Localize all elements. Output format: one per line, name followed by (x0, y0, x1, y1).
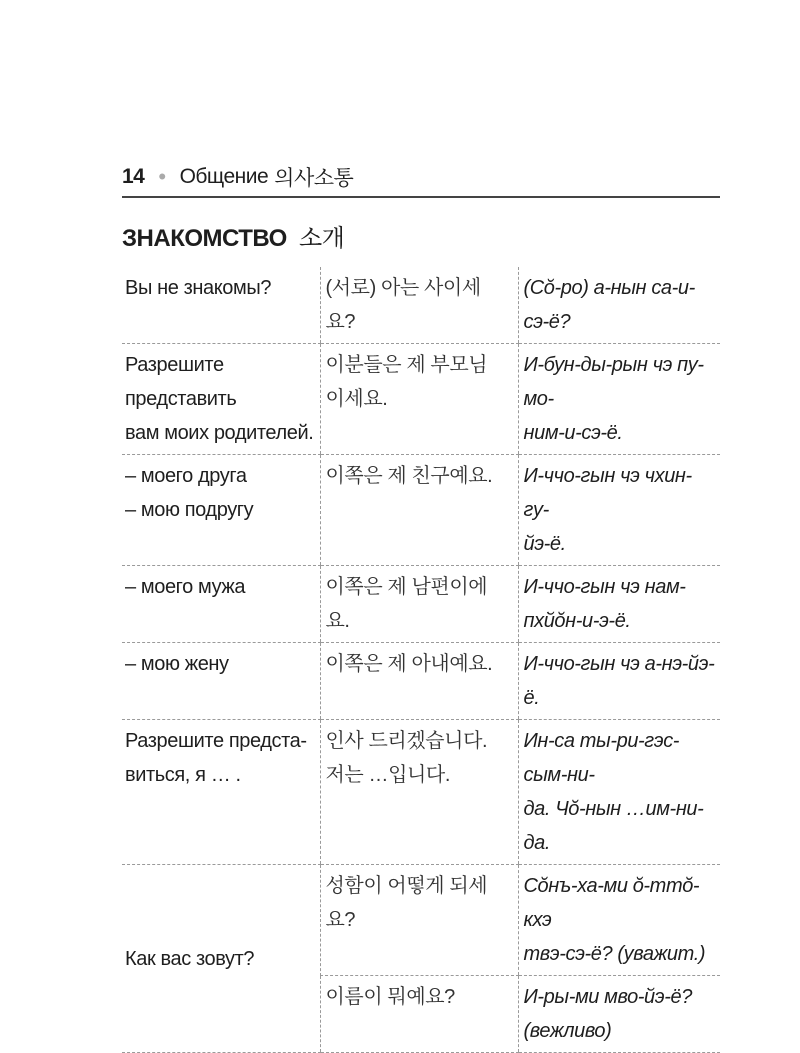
russian-phrase: – моего мужа (122, 566, 320, 643)
russian-phrase: Разрешите представить вам моих родителей. (122, 344, 320, 455)
korean-phrase: 인사 드리겠습니다. 저는 …입니다. (320, 720, 518, 865)
russian-phrase: Как вас зовут? (122, 865, 320, 1053)
korean-phrase: (서로) 아는 사이세 요? (320, 267, 518, 344)
section-title (122, 218, 344, 253)
page-header (122, 158, 720, 198)
table-row (122, 643, 720, 720)
korean-phrase: 이쪽은 제 남편이에 요. (320, 566, 518, 643)
transcription: И-ччо-гын чэ чхин-гу- йэ-ё. (518, 455, 720, 566)
russian-phrase: – мою жену (122, 643, 320, 720)
russian-phrase: Разрешите предста- виться, я … . (122, 720, 320, 865)
korean-phrase: 성함이 어떻게 되세 요? (320, 865, 518, 976)
table-row (122, 344, 720, 455)
header-bullet: • (158, 164, 166, 189)
chapter-title-ko: 의사소통 (274, 167, 354, 190)
transcription: И-бун-ды-рын чэ пу-мо- ним-и-сэ-ё. (518, 344, 720, 455)
page-number: 14 (122, 165, 145, 188)
transcription: Ин-са ты-ри-гэс-сым-ни- да. Чŏ-нын …им-ни-да. (518, 720, 720, 865)
transcription: И-ччо-гын чэ а-нэ-йэ-ё. (518, 643, 720, 720)
table-row (122, 720, 720, 865)
korean-phrase: 이쪽은 제 아내예요. (320, 643, 518, 720)
table-row (122, 865, 720, 976)
transcription: (Сŏ-ро) а-нын са-и- сэ-ё? (518, 267, 720, 344)
section-title-ko: 소개 (298, 225, 345, 252)
transcription: Сŏнъ-ха-ми ŏ-ттŏ-кхэ твэ-сэ-ё? (уважит.) (518, 865, 720, 976)
korean-phrase: 이분들은 제 부모님 이세요. (320, 344, 518, 455)
korean-phrase: 이름이 뭐예요? (320, 976, 518, 1053)
russian-phrase: Вы не знакомы? (122, 267, 320, 344)
russian-phrase: – моего друга – мою подругу (122, 455, 320, 566)
table-row (122, 455, 720, 566)
table-row (122, 267, 720, 344)
table-row (122, 566, 720, 643)
korean-phrase: 이쪽은 제 친구예요. (320, 455, 518, 566)
chapter-title-ru: Общение (179, 165, 269, 188)
transcription: И-ччо-гын чэ нам- пхйŏн-и-э-ё. (518, 566, 720, 643)
section-title-ru: ЗНАКОМСТВО (122, 225, 287, 252)
phrase-table (122, 267, 720, 1053)
transcription: И-ры-ми мво-йэ-ё? (вежливо) (518, 976, 720, 1053)
